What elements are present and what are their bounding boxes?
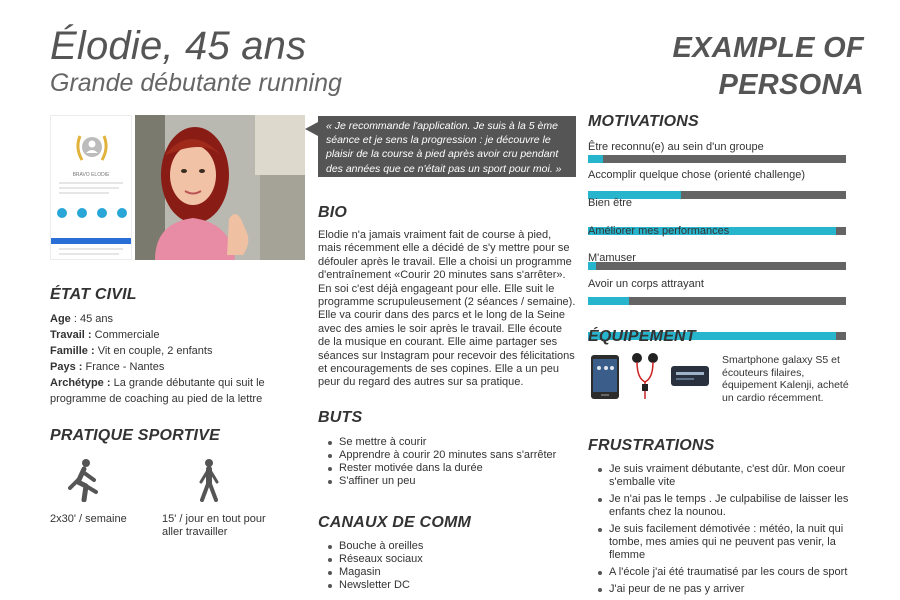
persona-name: Élodie, 45 ans <box>50 24 307 68</box>
persona-label-line2: PERSONA <box>718 69 864 101</box>
app-text-line <box>59 248 123 250</box>
app-text-line <box>59 187 119 189</box>
list-item: Réseaux sociaux <box>318 553 576 566</box>
frustrations-list <box>588 463 850 600</box>
info-famille: Famille : Vit en couple, 2 enfants <box>50 345 213 357</box>
info-travail: Travail : Commerciale <box>50 329 160 341</box>
app-text-line <box>59 253 119 255</box>
info-age: Age : 45 ans <box>50 313 113 325</box>
list-item: Je suis facilement démotivée : météo, la nuit qui tombe, mes amies qui ne peuvent pas venir, la flemme <box>588 523 850 562</box>
persona-quote: « Je recommande l'application. Je suis à la 5 ème séance et je sens la progression : je découvre le plaisir de la course à pied après avoir cru pendant des années que ce n'était pas un sport pour moi. » <box>318 116 576 177</box>
list-item: Rester motivée dans la durée <box>318 462 576 475</box>
heart-rate-monitor-icon <box>670 364 710 388</box>
list-item: Apprendre à courir 20 minutes sans s'arrêter <box>318 449 576 462</box>
list-item: Se mettre à courir <box>318 436 576 449</box>
app-bravo-text: BRAVO ELODIE <box>72 172 110 178</box>
list-item: Je suis vraiment débutante, c'est dûr. Mon coeur s'emballe vite <box>588 463 850 489</box>
list-item: S'affiner un peu <box>318 475 576 488</box>
quote-pointer <box>305 122 318 136</box>
persona-label-line1: EXAMPLE OF <box>672 32 864 64</box>
motivation-bar <box>588 297 846 305</box>
stat-icon <box>57 208 67 218</box>
pratique-title: PRATIQUE SPORTIVE <box>50 427 220 444</box>
stat-icon <box>117 208 127 218</box>
walking-icon <box>196 458 222 502</box>
list-item: Magasin <box>318 566 576 579</box>
motivations-title: MOTIVATIONS <box>588 113 699 130</box>
equipement-text: Smartphone galaxy S5 et écouteurs filaires, équipement Kalenji, acheté un cardio récemment. <box>722 354 849 404</box>
motivation-label: Améliorer mes performances <box>588 225 730 237</box>
app-blue-bar <box>51 238 131 244</box>
stat-icon <box>77 208 87 218</box>
app-text-line <box>59 182 123 184</box>
app-text-line <box>59 192 109 194</box>
pratique-frequency: 2x30' / semaine <box>50 513 127 525</box>
info-pays: Pays : France - Nantes <box>50 361 165 373</box>
buts-title: BUTS <box>318 409 363 426</box>
pratique-walking: 15' / jour en tout pour aller travailler <box>162 513 266 538</box>
motivation-bar-fill <box>588 155 603 163</box>
motivation-label: M'amuser <box>588 252 636 264</box>
laurel-badge-icon <box>73 130 111 166</box>
motivation-bar-fill <box>588 297 629 305</box>
app-screenshot <box>50 115 132 260</box>
canaux-title: CANAUX DE COMM <box>318 514 472 531</box>
earphones-icon <box>626 352 666 400</box>
buts-list <box>318 436 576 488</box>
frustrations-title: FRUSTRATIONS <box>588 437 715 454</box>
persona-label <box>672 30 864 104</box>
list-item: J'ai peur de ne pas y arriver <box>588 583 850 596</box>
bio-text: Elodie n'a jamais vraiment fait de course à pied, mais récemment elle a décidé de s'y mettre pour se défouler après le travail. Elle a choisi un programme d'entraînement «Courir 20 minutes sans s'arrêter». En soi c'est déjà engageant pour elle. Elle suit le programme scrupuleusement (2 séances / semaine). Elle va courir dans des parcs et le long de la Seine avec des amies le soir après le travail. Elle écoute de la musique en courant. Elle aime partager ses séances sur Instagram pour recevoir des félicitations et encouragements de ses copines. Elle a un peu peur du regard des autres sur sa pratique. <box>318 229 576 389</box>
motivation-label: Accomplir quelque chose (orienté challenge) <box>588 169 806 181</box>
bio-title: BIO <box>318 204 348 221</box>
persona-photo <box>135 115 305 260</box>
persona-subtitle: Grande débutante running <box>50 69 342 97</box>
list-item: Bouche à oreilles <box>318 540 576 553</box>
list-item: Newsletter DC <box>318 579 576 592</box>
info-archetype: Archétype : La grande débutante qui suit le programme de coaching au pied de la lettre <box>50 377 265 405</box>
etat-civil-info <box>50 311 280 407</box>
motivation-label: Avoir un corps attrayant <box>588 278 704 290</box>
motivation-label: Bien être <box>588 197 633 209</box>
stat-icon <box>97 208 107 218</box>
equipement-title: ÉQUIPEMENT <box>588 328 696 345</box>
running-icon <box>66 458 100 502</box>
canaux-list <box>318 540 576 592</box>
app-stat-icons <box>57 208 127 222</box>
motivation-label: Être reconnu(e) au sein d'un groupe <box>588 141 764 153</box>
list-item: A l'école j'ai été traumatisé par les cours de sport <box>588 566 850 579</box>
list-item: Je n'ai pas le temps . Je culpabilise de laisser les enfants chez la nounou. <box>588 493 850 519</box>
etat-civil-title: ÉTAT CIVIL <box>50 286 137 303</box>
smartphone-icon <box>590 354 620 400</box>
motivation-bar <box>588 155 846 163</box>
